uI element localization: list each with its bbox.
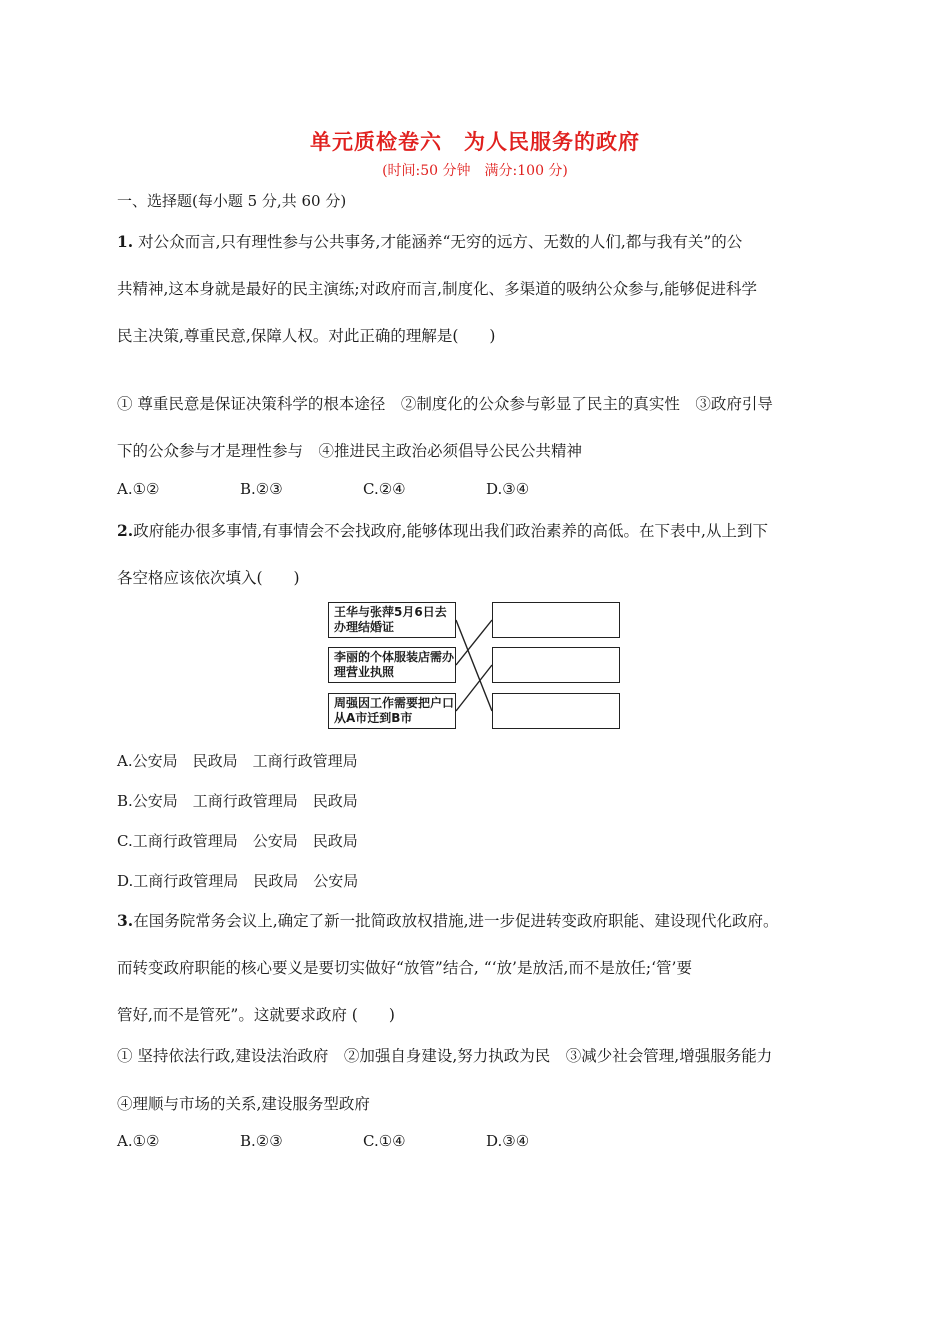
- question-1-statements-2: 下的公众参与才是理性参与 ④推进民主政治必须倡导公民公共精神: [117, 442, 583, 460]
- question-1-line-3: 民主决策,尊重民意,保障人权。对此正确的理解是( ): [117, 327, 496, 345]
- question-2-line-2: 各空格应该依次填入( ): [117, 569, 300, 587]
- question-1-line-1: 1. 对公众而言,只有理性参与公共事务,才能涵养“无穷的远方、无数的人们,都与我有关”的公: [117, 232, 743, 251]
- question-2-line-1: 2.政府能办很多事情,有事情会不会找政府,能够体现出我们政治素养的高低。在下表中,从上到下: [117, 521, 768, 540]
- section-heading: 一、选择题(每小题 5 分,共 60 分): [117, 192, 347, 210]
- question-2-option-a[interactable]: A.公安局 民政局 工商行政管理局: [117, 752, 358, 770]
- option-b[interactable]: B.②③: [240, 480, 283, 498]
- option-d[interactable]: D.③④: [486, 1132, 530, 1150]
- option-b[interactable]: B.②③: [240, 1132, 283, 1150]
- question-1-number: 1.: [117, 232, 134, 251]
- connector-lines: [326, 598, 624, 734]
- question-3-statements-1: ① 坚持依法行政,建设法治政府 ②加强自身建设,努力执政为民 ③减少社会管理,增强服务能力: [117, 1047, 773, 1065]
- question-3-number: 3.: [117, 911, 134, 930]
- question-2-option-c[interactable]: C.工商行政管理局 公安局 民政局: [117, 832, 358, 850]
- case-box-household-registration: 周强因工作需要把户口从A市迁到B市: [328, 693, 456, 729]
- case-box-business-license: 李丽的个体服装店需办理营业执照: [328, 647, 456, 683]
- question-1-statements-1: ① 尊重民意是保证决策科学的根本途径 ②制度化的公众参与彰显了民主的真实性 ③政府引导: [117, 395, 773, 413]
- option-c[interactable]: C.①④: [363, 1132, 406, 1150]
- option-c[interactable]: C.②④: [363, 480, 406, 498]
- question-2-number: 2.: [117, 521, 134, 540]
- question-2-option-d[interactable]: D.工商行政管理局 民政局 公安局: [117, 872, 359, 890]
- question-3-line-1: 3.在国务院常务会议上,确定了新一批简政放权措施,进一步促进转变政府职能、建设现代化政府。: [117, 911, 779, 930]
- question-3-line-2: 而转变政府职能的核心要义是要切实做好“放管”结合, “‘放’是放活,而不是放任;‘管’要: [117, 959, 692, 977]
- question-3-line-3: 管好,而不是管死”。这就要求政府 ( ): [117, 1006, 395, 1024]
- case-box-marriage: 王华与张萍5月6日去办理结婚证: [328, 602, 456, 638]
- option-a[interactable]: A.①②: [117, 1132, 160, 1150]
- question-3-statements-2: ④理顺与市场的关系,建设服务型政府: [117, 1095, 370, 1113]
- question-2-option-b[interactable]: B.公安局 工商行政管理局 民政局: [117, 792, 358, 810]
- option-a[interactable]: A.①②: [117, 480, 160, 498]
- page-title: 单元质检卷六 为人民服务的政府: [310, 130, 640, 154]
- question-1-options: [117, 480, 677, 498]
- question-3-options: [117, 1132, 677, 1150]
- option-d[interactable]: D.③④: [486, 480, 530, 498]
- matching-diagram: [326, 598, 624, 734]
- question-1-line-2: 共精神,这本身就是最好的民主演练;对政府而言,制度化、多渠道的吸纳公众参与,能够促进科学: [117, 280, 758, 298]
- exam-info: (时间:50 分钟 满分:100 分): [382, 163, 568, 179]
